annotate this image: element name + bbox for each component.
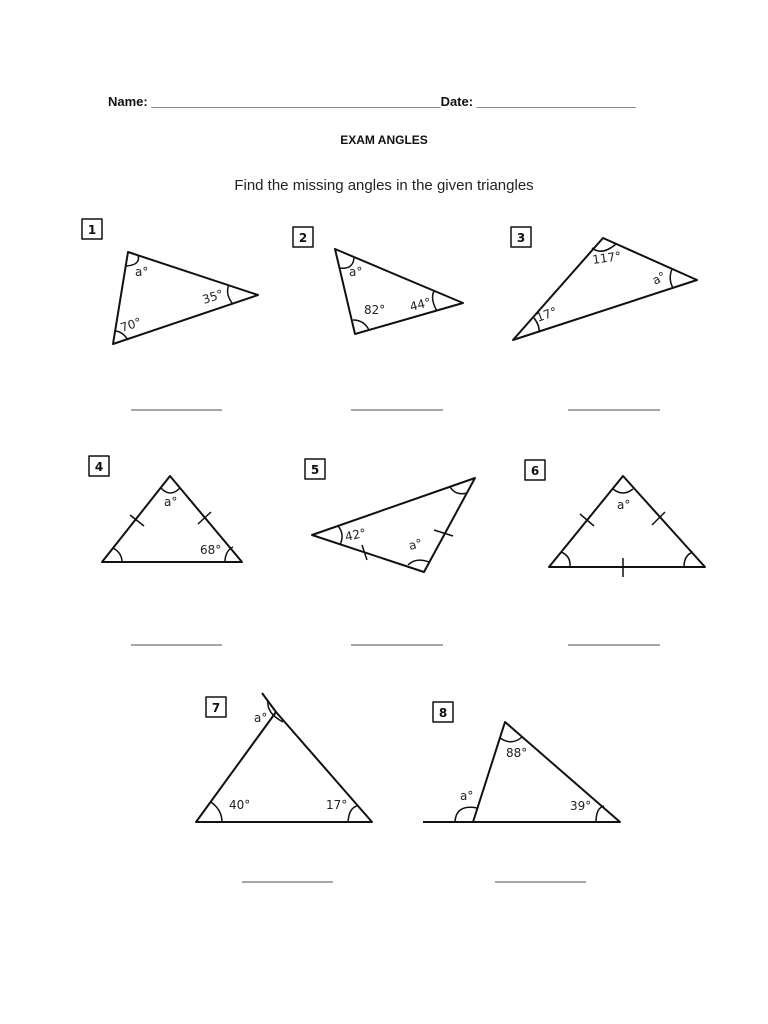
angle-label: 44° bbox=[408, 295, 433, 314]
triangle bbox=[335, 249, 463, 334]
angle-label: 88° bbox=[506, 746, 528, 760]
angle-label: 17° bbox=[534, 304, 560, 325]
triangle bbox=[473, 722, 620, 822]
problem-number: 8 bbox=[438, 706, 448, 720]
problem-1 bbox=[82, 219, 258, 344]
problem-5 bbox=[305, 459, 475, 572]
angle-label: 17° bbox=[326, 798, 348, 812]
angle-arc bbox=[500, 737, 522, 742]
page-title: EXAM ANGLES bbox=[340, 133, 428, 147]
angle-arc bbox=[113, 548, 122, 562]
name-field[interactable]: Name: ________________________________________ bbox=[108, 94, 441, 109]
angle-label: 42° bbox=[343, 525, 368, 544]
problem-number: 6 bbox=[530, 464, 540, 478]
angle-arc bbox=[353, 320, 369, 330]
angle-arc bbox=[161, 488, 180, 493]
angle-arc bbox=[684, 552, 693, 567]
angle-label: a° bbox=[349, 265, 363, 279]
angle-label: 68° bbox=[200, 543, 222, 557]
angle-label: a° bbox=[254, 711, 268, 725]
angle-label: 82° bbox=[364, 303, 386, 317]
triangle bbox=[549, 476, 705, 567]
angle-arc bbox=[613, 489, 633, 493]
angle-label: 40° bbox=[229, 798, 251, 812]
angle-label: a° bbox=[617, 498, 631, 512]
angle-label: a° bbox=[649, 269, 669, 288]
angle-arc bbox=[433, 291, 437, 311]
problem-6 bbox=[525, 460, 705, 577]
angle-label: 35° bbox=[200, 286, 226, 307]
angle-arc bbox=[228, 285, 232, 303]
angle-label: 70° bbox=[118, 314, 144, 335]
angle-label: 117° bbox=[591, 249, 623, 267]
angle-label: a° bbox=[460, 789, 474, 803]
triangle bbox=[312, 478, 475, 572]
angle-label: a° bbox=[135, 265, 149, 279]
problem-number: 1 bbox=[87, 223, 97, 237]
problem-number: 7 bbox=[211, 701, 221, 715]
angle-arc bbox=[596, 806, 604, 822]
problem-number: 4 bbox=[94, 460, 104, 474]
angle-label: a° bbox=[407, 536, 424, 553]
problem-number: 5 bbox=[310, 463, 320, 477]
angle-arc bbox=[670, 269, 673, 288]
instructions: Find the missing angles in the given triangles bbox=[234, 177, 534, 194]
problem-number: 2 bbox=[298, 231, 308, 245]
date-field[interactable]: Date: ______________________ bbox=[440, 94, 636, 109]
angle-arc bbox=[348, 806, 357, 822]
angle-arc bbox=[211, 802, 222, 822]
angle-arc bbox=[408, 560, 429, 565]
angle-arc bbox=[561, 552, 570, 567]
problem-2 bbox=[293, 227, 463, 334]
angle-label: a° bbox=[164, 495, 178, 509]
angle-arc bbox=[450, 487, 467, 494]
angle-arc bbox=[338, 526, 342, 545]
angle-label: 39° bbox=[570, 799, 592, 813]
problem-number: 3 bbox=[516, 231, 526, 245]
